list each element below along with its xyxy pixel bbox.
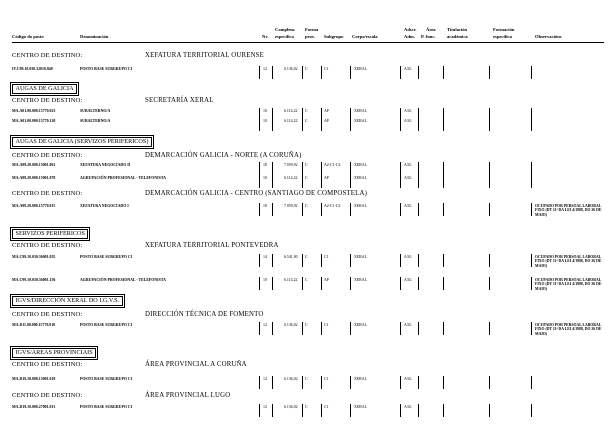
column-divider [350, 322, 351, 335]
header-complemento-1: Complem. [275, 27, 296, 32]
post-code: IV.C99.10.030.32010.040 [12, 67, 53, 71]
column-divider [259, 175, 260, 188]
column-divider [272, 404, 273, 417]
post-complement: 6.541,90 [284, 255, 298, 259]
column-divider [400, 376, 401, 389]
post-provision-form: C [305, 255, 308, 259]
post-adscription: A3G [404, 204, 412, 208]
table-row [0, 405, 615, 419]
centre-name: DEMARCACIÓN GALICIA - CENTRO (SANTIAGO DE COMPOSTELA) [145, 189, 368, 197]
post-subgroup: C1 [324, 377, 329, 381]
column-divider [302, 175, 303, 188]
column-divider [321, 162, 322, 175]
post-observations: OCUPADO POR PERSOAL LABORAL FIXO (DT 11ª DA LEI 4/1988, DO 26 DE MAIO) [535, 323, 602, 336]
post-subgroup: C1 [324, 255, 329, 259]
post-adscription: A3G [404, 119, 412, 123]
section-title: AUGAS DE GALICIA [12, 84, 77, 94]
post-denomination: AGRUPACIÓN PROFESIONAL - TELEFONISTA [80, 176, 166, 180]
post-complement: 6.136,02 [284, 405, 298, 409]
column-divider [418, 277, 419, 290]
column-divider [350, 203, 351, 216]
column-divider [259, 322, 260, 335]
centre-label: CENTRO DE DESTINO: [12, 361, 83, 368]
post-code: MA.A99.20.000.15001.061 [12, 163, 56, 167]
column-divider [350, 277, 351, 290]
header-corpo: Corpo/escala [352, 34, 378, 39]
post-level: 14 [263, 255, 267, 259]
column-divider [531, 175, 532, 188]
header-forma-2: prov. [305, 34, 315, 39]
column-divider [443, 66, 444, 79]
column-divider [400, 277, 401, 290]
post-adscription: A3G [404, 377, 412, 381]
column-divider [259, 203, 260, 216]
column-divider [321, 376, 322, 389]
post-provision-form: C [305, 323, 308, 327]
column-divider [302, 277, 303, 290]
column-divider [302, 376, 303, 389]
header-titulacion-2: académica [447, 34, 468, 39]
centre-name: DIRECCIÓN TÉCNICA DE FOMENTO [145, 310, 264, 318]
column-divider [489, 203, 490, 216]
column-divider [400, 175, 401, 188]
post-adscription: A3G [404, 323, 412, 327]
post-corps: XERAL [354, 67, 367, 71]
column-divider [272, 376, 273, 389]
column-divider [350, 118, 351, 131]
header-codigo: Código do posto [12, 34, 44, 39]
column-divider [531, 162, 532, 175]
column-divider [489, 66, 490, 79]
post-provision-form: C [305, 278, 308, 282]
post-level: 18 [263, 163, 267, 167]
centre-name: DEMARCACIÓN GALICIA - NORTE (A CORUÑA) [145, 151, 302, 159]
post-provision-form: C [305, 163, 308, 167]
post-provision-form: C [305, 176, 308, 180]
post-denomination: AGRUPACIÓN PROFESIONAL - TELEFONISTA [80, 278, 166, 282]
table-row [0, 204, 615, 218]
post-provision-form: C [305, 204, 308, 208]
table-row [0, 278, 615, 292]
column-divider [443, 322, 444, 335]
column-divider [489, 404, 490, 417]
post-level: 12 [263, 67, 267, 71]
column-divider [259, 254, 260, 267]
column-divider [443, 162, 444, 175]
post-code: MA.D19.10.000.15001.018 [12, 377, 56, 381]
post-denomination: POSTO BASE SUBGRUPO C1 [80, 67, 133, 71]
post-adscription: A3G [404, 163, 412, 167]
post-level: 18 [263, 204, 267, 208]
post-denomination: SUBALTERNO/A [80, 109, 111, 113]
column-divider [489, 376, 490, 389]
table-row [0, 176, 615, 190]
column-divider [531, 404, 532, 417]
header-formacion-2: específica [493, 34, 512, 39]
column-divider [443, 404, 444, 417]
post-adscription: A3G [404, 255, 412, 259]
column-divider [302, 118, 303, 131]
post-level: 12 [263, 323, 267, 327]
column-divider [531, 203, 532, 216]
post-corps: XERAL [354, 377, 367, 381]
post-subgroup: AP [324, 278, 329, 282]
post-corps: XERAL [354, 204, 367, 208]
column-divider [259, 66, 260, 79]
centre-name: ÁREA PROVINCIAL LUGO [145, 391, 231, 399]
post-observations: OCUPADO POR PERSOAL LABORAL FIXO (DT 11ª DA LEI 4/1988, DO 26 DE MAIO) [535, 278, 602, 291]
post-corps: XERAL [354, 163, 367, 167]
column-divider [272, 66, 273, 79]
column-divider [531, 66, 532, 79]
column-divider [272, 118, 273, 131]
column-divider [321, 118, 322, 131]
post-adscription: A3G [404, 109, 412, 113]
header-complemento-2: específico [275, 34, 294, 39]
post-level: 12 [263, 405, 267, 409]
post-observations: OCUPADO POR PERSOAL LABORAL FIXO (DT 11ª DA LEI 4/1988, DO 26 DE MAIO) [535, 255, 602, 268]
column-divider [531, 277, 532, 290]
centre-label: CENTRO DE DESTINO: [12, 242, 83, 249]
header-area-1: Área [426, 27, 436, 32]
post-complement: 6.114,22 [284, 278, 298, 282]
post-provision-form: C [305, 67, 308, 71]
post-complement: 7.059,92 [284, 163, 298, 167]
post-level: 10 [263, 278, 267, 282]
post-code: MA.D11.00.000.15770.010 [12, 323, 56, 327]
column-divider [418, 254, 419, 267]
table-row [0, 163, 615, 177]
column-divider [489, 254, 490, 267]
column-divider [531, 376, 532, 389]
post-level: 12 [263, 377, 267, 381]
column-divider [321, 66, 322, 79]
column-divider [302, 322, 303, 335]
column-divider [302, 66, 303, 79]
post-corps: XERAL [354, 119, 367, 123]
header-adscr-2: Adm. [404, 34, 415, 39]
post-subgroup: C1 [324, 405, 329, 409]
column-divider [259, 277, 260, 290]
centre-label: CENTRO DE DESTINO: [12, 52, 83, 59]
column-divider [321, 254, 322, 267]
column-divider [400, 118, 401, 131]
post-provision-form: C [305, 405, 308, 409]
column-divider [302, 162, 303, 175]
column-divider [350, 254, 351, 267]
column-divider [489, 162, 490, 175]
header-rule [12, 42, 604, 43]
post-corps: XERAL [354, 255, 367, 259]
column-divider [259, 376, 260, 389]
header-nivel: Nv. [262, 34, 269, 39]
column-divider [259, 404, 260, 417]
column-divider [489, 175, 490, 188]
post-code: MA.D19.10.000.27001.013 [12, 405, 56, 409]
post-denomination: POSTO BASE SUBGRUPO C1 [80, 255, 133, 259]
header-observacions: Observacións [535, 34, 562, 39]
column-divider [443, 203, 444, 216]
column-divider [272, 322, 273, 335]
header-forma-1: Forma [305, 27, 319, 32]
column-divider [418, 203, 419, 216]
post-code: MA.A99.20.000.15001.078 [12, 176, 56, 180]
centre-name: SECRETARÍA XERAL [145, 96, 214, 104]
post-subgroup: AP [324, 119, 329, 123]
post-denomination: SUBALTERNO/A [80, 119, 111, 123]
column-divider [531, 322, 532, 335]
column-divider [418, 175, 419, 188]
column-divider [259, 118, 260, 131]
column-divider [350, 376, 351, 389]
column-divider [443, 254, 444, 267]
section-title: IGVS/ÁREAS PROVINCIAIS [12, 348, 96, 358]
column-divider [272, 175, 273, 188]
centre-name: ÁREA PROVINCIAL A CORUÑA [145, 360, 247, 368]
column-divider [418, 376, 419, 389]
post-observations: OCUPADO POR PERSOAL LABORAL FIXO (DT 11ª DA LEI 4/1988, DO 26 DE MAIO) [535, 204, 602, 217]
column-divider [400, 203, 401, 216]
centre-name: XEFATURA TERRITORIAL PONTEVEDRA [145, 241, 279, 249]
header-area-2: P. func. [421, 34, 436, 39]
column-divider [531, 254, 532, 267]
section-title: SERVIZOS PERIFÉRICOS [12, 229, 88, 239]
column-divider [400, 66, 401, 79]
centre-label: CENTRO DE DESTINO: [12, 190, 83, 197]
section-title: IGVS/DIRECCIÓN XERAL DO I.G.V.S. [12, 296, 123, 306]
header-adscr-1: Adscr. [404, 27, 417, 32]
post-subgroup: AP [324, 176, 329, 180]
column-divider [489, 322, 490, 335]
post-complement: 6.114,22 [284, 176, 298, 180]
column-divider [400, 162, 401, 175]
column-divider [272, 277, 273, 290]
centre-label: CENTRO DE DESTINO: [12, 392, 83, 399]
post-subgroup: A2-C1-C2 [324, 163, 341, 167]
post-subgroup: A2-C1-C2 [324, 204, 341, 208]
post-denomination: XEFATURA NEGOCIADO I [80, 204, 129, 208]
post-code: MA.A01.00.000.15770.023 [12, 109, 56, 113]
column-divider [418, 404, 419, 417]
post-complement: 6.136,02 [284, 67, 298, 71]
post-provision-form: C [305, 119, 308, 123]
header-denominacion: Denominación [80, 34, 109, 39]
column-divider [418, 322, 419, 335]
column-divider [443, 376, 444, 389]
post-adscription: A3G [404, 278, 412, 282]
post-denomination: POSTO BASE SUBGRUPO C1 [80, 405, 133, 409]
column-divider [443, 277, 444, 290]
post-level: 10 [263, 109, 267, 113]
post-corps: XERAL [354, 278, 367, 282]
column-divider [302, 203, 303, 216]
post-denomination: POSTO BASE SUBGRUPO C1 [80, 323, 133, 327]
post-level: 10 [263, 176, 267, 180]
column-divider [321, 277, 322, 290]
post-corps: XERAL [354, 405, 367, 409]
table-row [0, 377, 615, 391]
column-divider [400, 254, 401, 267]
post-complement: 6.114,22 [284, 119, 298, 123]
column-divider [321, 322, 322, 335]
post-provision-form: C [305, 109, 308, 113]
table-row [0, 119, 615, 133]
column-divider [531, 118, 532, 131]
post-complement: 7.059,92 [284, 204, 298, 208]
column-divider [350, 162, 351, 175]
post-level: 10 [263, 119, 267, 123]
post-code: MA.C99.10.030.36001.035 [12, 255, 56, 259]
column-divider [321, 404, 322, 417]
column-divider [272, 203, 273, 216]
post-complement: 6.136,02 [284, 377, 298, 381]
column-divider [350, 404, 351, 417]
column-divider [350, 66, 351, 79]
column-divider [350, 175, 351, 188]
post-adscription: A3G [404, 67, 412, 71]
centre-name: XEFATURA TERRITORIAL OURENSE [145, 51, 265, 59]
table-row [0, 323, 615, 337]
post-corps: XERAL [354, 176, 367, 180]
post-corps: XERAL [354, 323, 367, 327]
post-code: MA.A01.00.000.15770.120 [12, 119, 56, 123]
header-formacion-1: Formación [493, 27, 515, 32]
column-divider [400, 322, 401, 335]
post-denomination: XEFATURA NEGOCIADO II [80, 163, 131, 167]
table-row [0, 255, 615, 269]
column-divider [418, 162, 419, 175]
post-code: MA.C99.10.030.36001.156 [12, 278, 56, 282]
post-adscription: A3G [404, 176, 412, 180]
column-divider [443, 175, 444, 188]
header-titulacion-1: Titulación [447, 27, 468, 32]
centre-label: CENTRO DE DESTINO: [12, 97, 83, 104]
column-divider [489, 118, 490, 131]
column-divider [489, 277, 490, 290]
column-divider [302, 404, 303, 417]
post-subgroup: C1 [324, 323, 329, 327]
post-adscription: A3G [404, 405, 412, 409]
column-divider [400, 404, 401, 417]
centre-label: CENTRO DE DESTINO: [12, 152, 83, 159]
header-subgrupo: Subgrupo [324, 34, 344, 39]
column-divider [418, 118, 419, 131]
column-divider [418, 66, 419, 79]
column-divider [272, 254, 273, 267]
column-divider [321, 203, 322, 216]
section-title: AUGAS DE GALICIA (SERVIZOS PERIFÉRICOS) [12, 137, 152, 147]
post-complement: 6.114,22 [284, 109, 298, 113]
column-divider [302, 254, 303, 267]
post-subgroup: AP [324, 109, 329, 113]
table-row [0, 67, 615, 81]
post-complement: 6.136,02 [284, 323, 298, 327]
post-code: MA.A99.20.000.15770.015 [12, 204, 56, 208]
column-divider [259, 162, 260, 175]
post-subgroup: C1 [324, 67, 329, 71]
post-provision-form: C [305, 377, 308, 381]
centre-label: CENTRO DE DESTINO: [12, 311, 83, 318]
column-divider [321, 175, 322, 188]
column-divider [443, 118, 444, 131]
post-denomination: POSTO BASE SUBGRUPO C1 [80, 377, 133, 381]
post-corps: XERAL [354, 109, 367, 113]
column-divider [272, 162, 273, 175]
